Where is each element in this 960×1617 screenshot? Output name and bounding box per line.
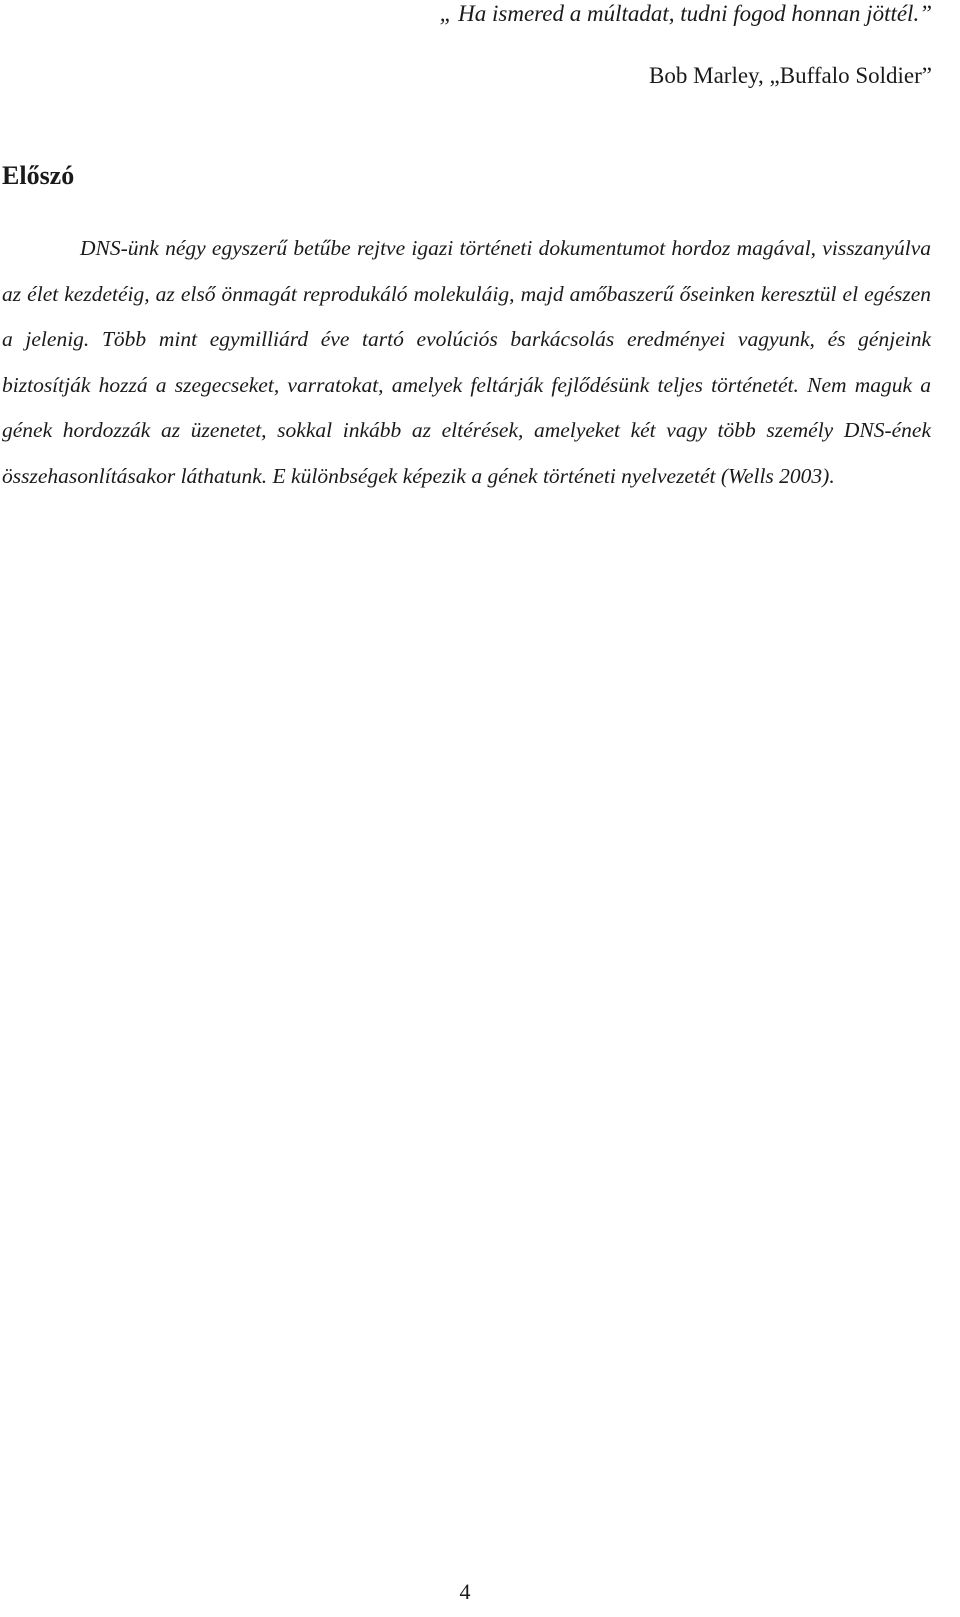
epigraph-source: Bob Marley, „Buffalo Soldier”	[649, 63, 932, 88]
section-heading: Előszó	[2, 161, 75, 190]
body-paragraph: DNS-ünk négy egyszerű betűbe rejtve igazi történeti dokumentumot hordoz magával, visszanyúlva az élet kezdetéig, az első önmagát reprodukáló molekuláig, majd amőbaszerű őseinken keresztül el egészen a jelenig. Több mint egymilliárd éve tartó evolúciós barkácsolás eredményei vagyunk, és génjeink biztosítják hozzá a szegecseket, varratokat, amelyek feltárják fejlődésünk teljes történetét. Nem maguk a gének hordozzák az üzenetet, sokkal inkább az eltérések, amelyeket két vagy több személy DNS-ének összehasonlításakor láthatunk. E különbségek képezik a gének történeti nyelvezetét (Wells 2003).	[2, 236, 931, 488]
page-number: 4	[459, 1579, 471, 1604]
epigraph-quote: „ Ha ismered a múltadat, tudni fogod honnan jöttél.”	[439, 1, 932, 26]
